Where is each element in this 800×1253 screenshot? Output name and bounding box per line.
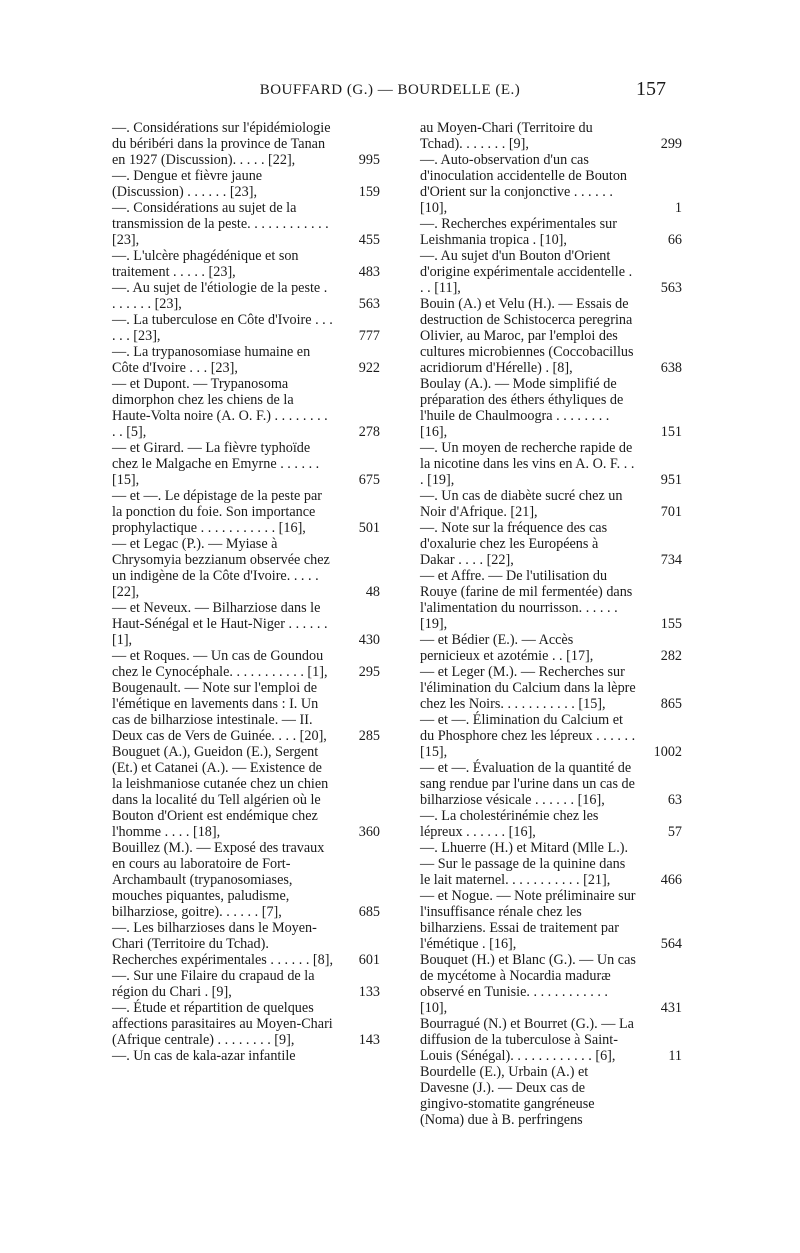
entry-text: — et —. Évaluation de la quantité de sang rendue par l'urine dans un cas de bilharziose vésicale . . . . . . [16],	[420, 760, 635, 808]
entry-page-ref: 48	[365, 584, 380, 600]
entry-page-ref: 922	[358, 360, 380, 376]
index-entry	[112, 200, 380, 248]
entry-text: —. La tuberculose en Côte d'Ivoire . . . . . . [23],	[112, 312, 333, 344]
entry-text: —. Note sur la fréquence des cas d'oxalurie chez les Européens à Dakar . . . . [22],	[420, 520, 608, 568]
entry-text: —. La trypanosomiase humaine en Côte d'Ivoire . . . [23],	[112, 344, 311, 376]
entry-page-ref: 563	[358, 296, 380, 312]
entry-text: —. Un cas de diabète sucré chez un Noir d'Afrique. [21],	[420, 488, 623, 520]
index-entry	[112, 248, 380, 280]
entry-text: —. Lhuerre (H.) et Mitard (Mlle L.). — Sur le passage de la quinine dans le lait maternel. . . . . . . . . . . [21],	[420, 840, 629, 888]
entry-page-ref: 951	[660, 472, 682, 488]
entry-page-ref: 155	[660, 616, 682, 632]
entry-page-ref: 501	[358, 520, 380, 536]
index-entry	[420, 808, 682, 840]
entry-page-ref: 66	[667, 232, 682, 248]
entry-page-ref: 285	[358, 728, 380, 744]
entry-text: Boulay (A.). — Mode simplifié de préparation des éthers éthyliques de l'huile de Chaulmoogra . . . . . . . . [16],	[420, 376, 624, 440]
entry-text: — et Dupont. — Trypanosoma dimorphon chez les chiens de la Haute-Volta noire (A. O. F.) . . . . . . . . . . [5],	[112, 376, 328, 440]
index-entry	[112, 1048, 380, 1064]
index-entry	[420, 1064, 682, 1128]
index-entry	[420, 216, 682, 248]
entry-page-ref: 282	[660, 648, 682, 664]
left-column	[112, 120, 380, 1064]
entry-page-ref: 564	[660, 936, 682, 952]
index-entry	[420, 152, 682, 216]
entry-text: Bourragué (N.) et Bourret (G.). — La diffusion de la tuberculose à Saint-Louis (Sénégal). . . . . . . . . . . . [6],	[420, 1016, 634, 1064]
entry-text: —. Dengue et fièvre jaune (Discussion) . . . . . . [23],	[112, 168, 263, 200]
running-head: BOUFFARD (G.) — BOURDELLE (E.)	[259, 82, 521, 98]
index-entry	[420, 712, 682, 760]
entry-text: —. Un moyen de recherche rapide de la nicotine dans les vins en A. O. F. . . . [19],	[420, 440, 635, 488]
entry-page-ref: 865	[660, 696, 682, 712]
entry-page-ref: 777	[358, 328, 380, 344]
index-entry	[112, 536, 380, 600]
entry-text: —. Un cas de kala-azar infantile	[112, 1048, 296, 1064]
index-entry	[420, 760, 682, 808]
entry-text: —. Au sujet de l'étiologie de la peste . . . . . . . [23],	[112, 280, 328, 312]
entry-text: — et —. Élimination du Calcium et du Phosphore chez les lépreux . . . . . . [15],	[420, 712, 636, 760]
right-column	[420, 120, 682, 1128]
entry-page-ref: 685	[358, 904, 380, 920]
index-entry	[420, 664, 682, 712]
entry-text: — et Neveux. — Bilharziose dans le Haut-Sénégal et le Haut-Niger . . . . . . [1],	[112, 600, 328, 648]
index-entry	[420, 120, 682, 152]
entry-page-ref: 11	[668, 1048, 682, 1064]
entry-page-ref: 701	[660, 504, 682, 520]
index-entry	[112, 920, 380, 968]
index-entry	[420, 248, 682, 296]
entry-page-ref: 159	[358, 184, 380, 200]
entry-text: —. Les bilharzioses dans le Moyen-Chari (Territoire du Tchad). Recherches expérimentales . . . . . . [8],	[112, 920, 334, 968]
entry-page-ref: 63	[667, 792, 682, 808]
index-entry	[112, 600, 380, 648]
entry-page-ref: 638	[660, 360, 682, 376]
index-entry	[420, 632, 682, 664]
index-entry	[112, 168, 380, 200]
entry-page-ref: 455	[358, 232, 380, 248]
index-entry	[112, 1000, 380, 1048]
entry-text: —. Au sujet d'un Bouton d'Orient d'origine expérimentale accidentelle . . . [11],	[420, 248, 633, 296]
index-entry	[420, 888, 682, 952]
entry-page-ref: 466	[660, 872, 682, 888]
entry-text: — et Bédier (E.). — Accès pernicieux et azotémie . . [17],	[420, 632, 594, 664]
index-entry	[112, 312, 380, 344]
entry-text: — et Girard. — La fièvre typhoïde chez le Malgache en Emyrne . . . . . . [15],	[112, 440, 320, 488]
index-entry	[420, 440, 682, 488]
entry-page-ref: 995	[358, 152, 380, 168]
entry-text: — et Leger (M.). — Recherches sur l'élimination du Calcium dans la lèpre chez les Noirs. . . . . . . . . . . [15],	[420, 664, 636, 712]
index-entry	[112, 744, 380, 840]
index-entry	[112, 344, 380, 376]
entry-page-ref: 151	[660, 424, 682, 440]
index-entry	[112, 648, 380, 680]
entry-page-ref: 278	[358, 424, 380, 440]
entry-page-ref: 1	[674, 200, 682, 216]
entry-page-ref: 143	[358, 1032, 380, 1048]
entry-page-ref: 360	[358, 824, 380, 840]
index-entry	[420, 488, 682, 520]
entry-text: Bouillez (M.). — Exposé des travaux en cours au laboratoire de Fort-Archambault (trypanosomiases, mouches piquantes, paludisme, bilharziose, goitre). . . . . . [7],	[112, 840, 325, 920]
index-entry	[112, 840, 380, 920]
entry-page-ref: 295	[358, 664, 380, 680]
entry-text: —. Considérations au sujet de la transmission de la peste. . . . . . . . . . . . [23],	[112, 200, 329, 248]
index-entry	[420, 840, 682, 888]
entry-page-ref: 563	[660, 280, 682, 296]
entry-text: au Moyen-Chari (Territoire du Tchad). . . . . . . [9],	[420, 120, 593, 152]
entry-page-ref: 299	[660, 136, 682, 152]
entry-text: — et —. Le dépistage de la peste par la ponction du foie. Son importance prophylactique . . . . . . . . . . . [16],	[112, 488, 322, 536]
entry-page-ref: 57	[667, 824, 682, 840]
entry-text: —. L'ulcère phagédénique et son traitement . . . . . [23],	[112, 248, 299, 280]
entry-text: —. Considérations sur l'épidémiologie du béribéri dans la province de Tanan en 1927 (Discussion). . . . . [22],	[112, 120, 331, 168]
entry-text: — et Nogue. — Note préliminaire sur l'insuffisance rénale chez les bilharziens. Essai de traitement par l'émétique . [16],	[420, 888, 636, 952]
entry-text: — et Legac (P.). — Myiase à Chrysomyia bezzianum observée chez un indigène de la Côte d'Ivoire. . . . . [22],	[112, 536, 330, 600]
entry-text: — et Affre. — De l'utilisation du Rouye (farine de mil fermentée) dans l'alimentation du nourrisson. . . . . . [19],	[420, 568, 633, 632]
entry-page-ref: 431	[660, 1000, 682, 1016]
entry-page-ref: 1002	[653, 744, 682, 760]
entry-page-ref: 734	[660, 552, 682, 568]
entry-text: Bougenault. — Note sur l'emploi de l'émétique en lavements dans : I. Un cas de bilharziose intestinale. — II. Deux cas de Vers de Guinée. . . . [20],	[112, 680, 327, 744]
entry-text: —. Sur une Filaire du crapaud de la région du Chari . [9],	[112, 968, 315, 1000]
index-entry	[420, 520, 682, 568]
index-entry	[112, 680, 380, 744]
page-number: 157	[636, 78, 666, 100]
entry-text: — et Roques. — Un cas de Goundou chez le Cynocéphale. . . . . . . . . . . [1],	[112, 648, 328, 680]
index-entry	[420, 568, 682, 632]
entry-text: Bouguet (A.), Gueidon (E.), Sergent (Et.) et Catanei (A.). — Existence de la leishmaniose cutanée chez un chien dans la localité du Tell algérien où le Bouton d'Orient est endémique chez l'homme . . . . [18],	[112, 744, 329, 840]
index-entry	[112, 120, 380, 168]
index-entry	[420, 376, 682, 440]
entry-page-ref: 483	[358, 264, 380, 280]
index-entry	[112, 968, 380, 1000]
index-entry	[420, 1016, 682, 1064]
entry-text: —. Auto-observation d'un cas d'inoculation accidentelle de Bouton d'Orient sur la conjonctive . . . . . . [10],	[420, 152, 628, 216]
entry-page-ref: 675	[358, 472, 380, 488]
entry-text: —. Étude et répartition de quelques affections parasitaires au Moyen-Chari (Afrique centrale) . . . . . . . . [9],	[112, 1000, 333, 1048]
entry-page-ref: 430	[358, 632, 380, 648]
entry-text: Bourdelle (E.), Urbain (A.) et Davesne (J.). — Deux cas de gingivo-stomatite gangréneuse (Noma) due à B. perfringens	[420, 1064, 595, 1128]
entry-text: Bouquet (H.) et Blanc (G.). — Un cas de mycétome à Nocardia maduræ observé en Tunisie. . . . . . . . . . . . [10],	[420, 952, 636, 1016]
entry-text: Bouin (A.) et Velu (H.). — Essais de destruction de Schistocerca peregrina Olivier, au Maroc, par l'emploi des cultures microbiennes (Coccobacillus acridiorum d'Hérelle) . [8],	[420, 296, 634, 376]
entry-text: —. La cholestérinémie chez les lépreux . . . . . . [16],	[420, 808, 599, 840]
entry-page-ref: 133	[358, 984, 380, 1000]
entry-page-ref: 601	[358, 952, 380, 968]
index-entry	[420, 952, 682, 1016]
index-entry	[112, 376, 380, 440]
index-entry	[112, 488, 380, 536]
entry-text: —. Recherches expérimentales sur Leishmania tropica . [10],	[420, 216, 617, 248]
index-entry	[112, 440, 380, 488]
index-entry	[112, 280, 380, 312]
index-entry	[420, 296, 682, 376]
